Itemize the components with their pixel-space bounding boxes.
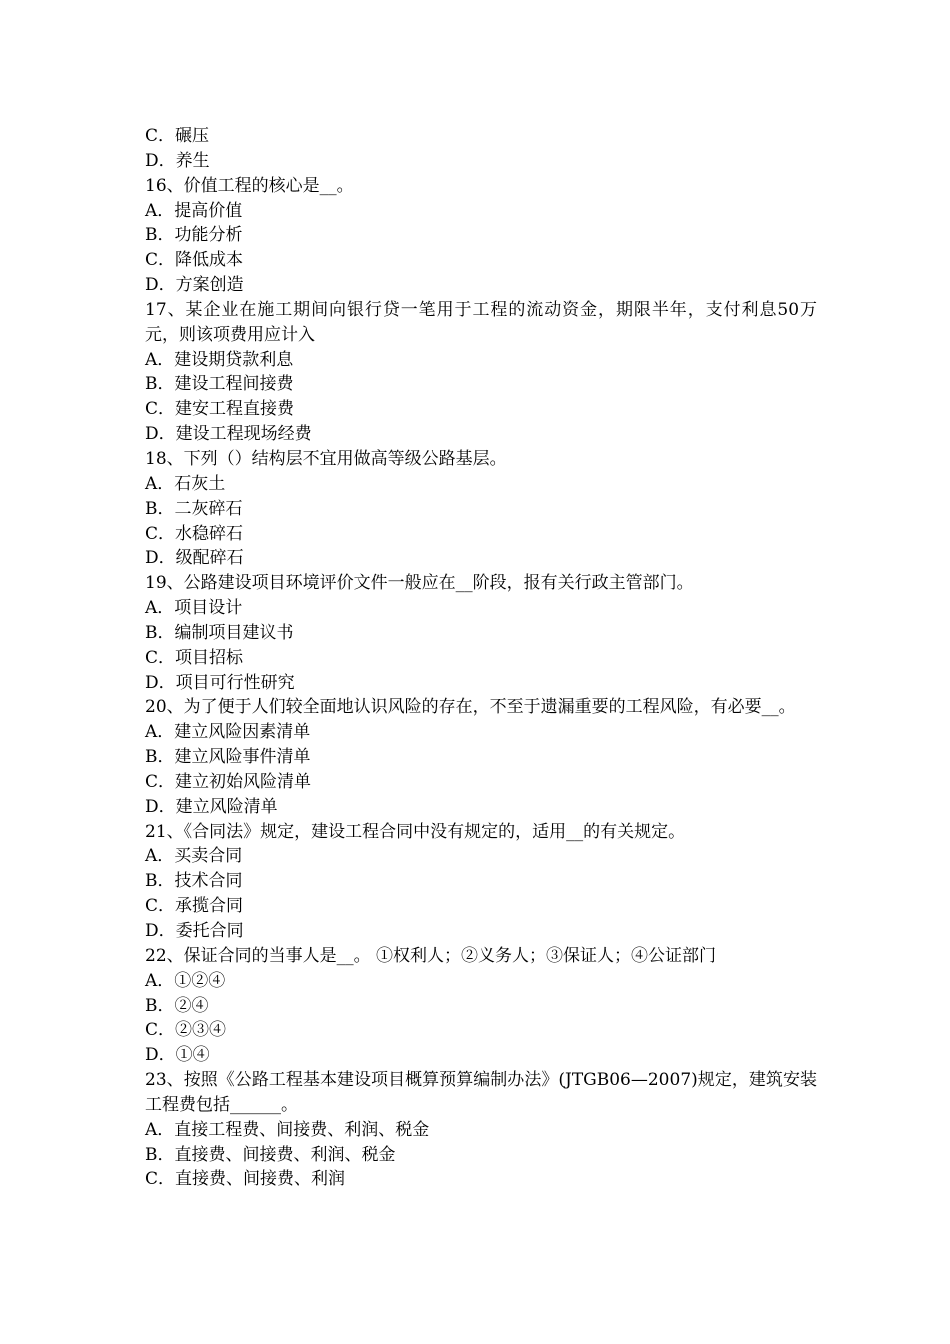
option-c-q17: C．建安工程直接费 [145,399,295,420]
option-b-q21: B．技术合同 [145,871,243,892]
option-d-q20: D．建立风险清单 [145,796,278,817]
question-22: 22、保证合同的当事人是__。 ①权利人；②义务人；③保证人；④公证部门 [145,945,717,966]
option-a-q22: A．①②④ [145,970,226,991]
document-page [145,124,817,1192]
option-c-q22: C．②③④ [145,1020,227,1041]
question-18: 18、下列（）结构层不宜用做高等级公路基层。 [145,448,507,469]
option-d-q17: D．建设工程现场经费 [145,424,312,445]
option-d-q19: D．项目可行性研究 [145,672,295,693]
option-a-q17: A．建设期贷款利息 [145,349,294,370]
question-23: 23、按照《公路工程基本建设项目概算预算编制办法》(JTGB06—2007)规定，建筑安装工程费包括______。 [145,1070,817,1115]
option-c-q16: C．降低成本 [145,250,244,271]
option-c-q21: C．承揽合同 [145,896,244,917]
option-c-q15: C．碾压 [145,126,210,146]
option-c-q23: C．直接费、间接费、利润 [145,1169,346,1190]
option-b-q18: B．二灰碎石 [145,498,243,519]
option-b-q23: B．直接费、间接费、利润、税金 [145,1144,396,1165]
option-a-q19: A．项目设计 [145,598,243,619]
option-d-q16: D．方案创造 [145,275,244,296]
option-d-q21: D．委托合同 [145,921,244,941]
question-16: 16、价值工程的核心是__。 [145,175,354,196]
option-b-q16: B．功能分析 [145,225,243,246]
question-21: 21、《合同法》规定，建设工程合同中没有规定的，适用__的有关规定。 [145,821,686,842]
option-a-q20: A．建立风险因素清单 [145,722,311,743]
option-a-q21: A．买卖合同 [145,846,243,867]
option-d-q18: D．级配碎石 [145,548,244,569]
option-b-q20: B．建立风险事件清单 [145,747,311,768]
question-20: 20、为了便于人们较全面地认识风险的存在，不至于遗漏重要的工程风险，有必要__。 [145,697,796,718]
option-c-q20: C．建立初始风险清单 [145,771,312,792]
option-b-q19: B．编制项目建议书 [145,622,294,643]
question-19: 19、公路建设项目环境评价文件一般应在__阶段，报有关行政主管部门。 [145,573,694,594]
option-a-q23: A．直接工程费、间接费、利润、税金 [145,1119,430,1140]
option-a-q18: A．石灰土 [145,473,226,494]
option-a-q16: A．提高价值 [145,200,243,221]
option-d-q22: D．①④ [145,1045,210,1066]
option-b-q22: B．②④ [145,995,209,1016]
option-d-q15: D．养生 [145,150,210,171]
question-17: 17、某企业在施工期间向银行贷一笔用于工程的流动资金，期限半年，支付利息50万元，则该项费用应计入 [145,299,817,345]
option-c-q19: C．项目招标 [145,647,244,668]
option-c-q18: C．水稳碎石 [145,523,244,544]
option-b-q17: B．建设工程间接费 [145,374,294,395]
